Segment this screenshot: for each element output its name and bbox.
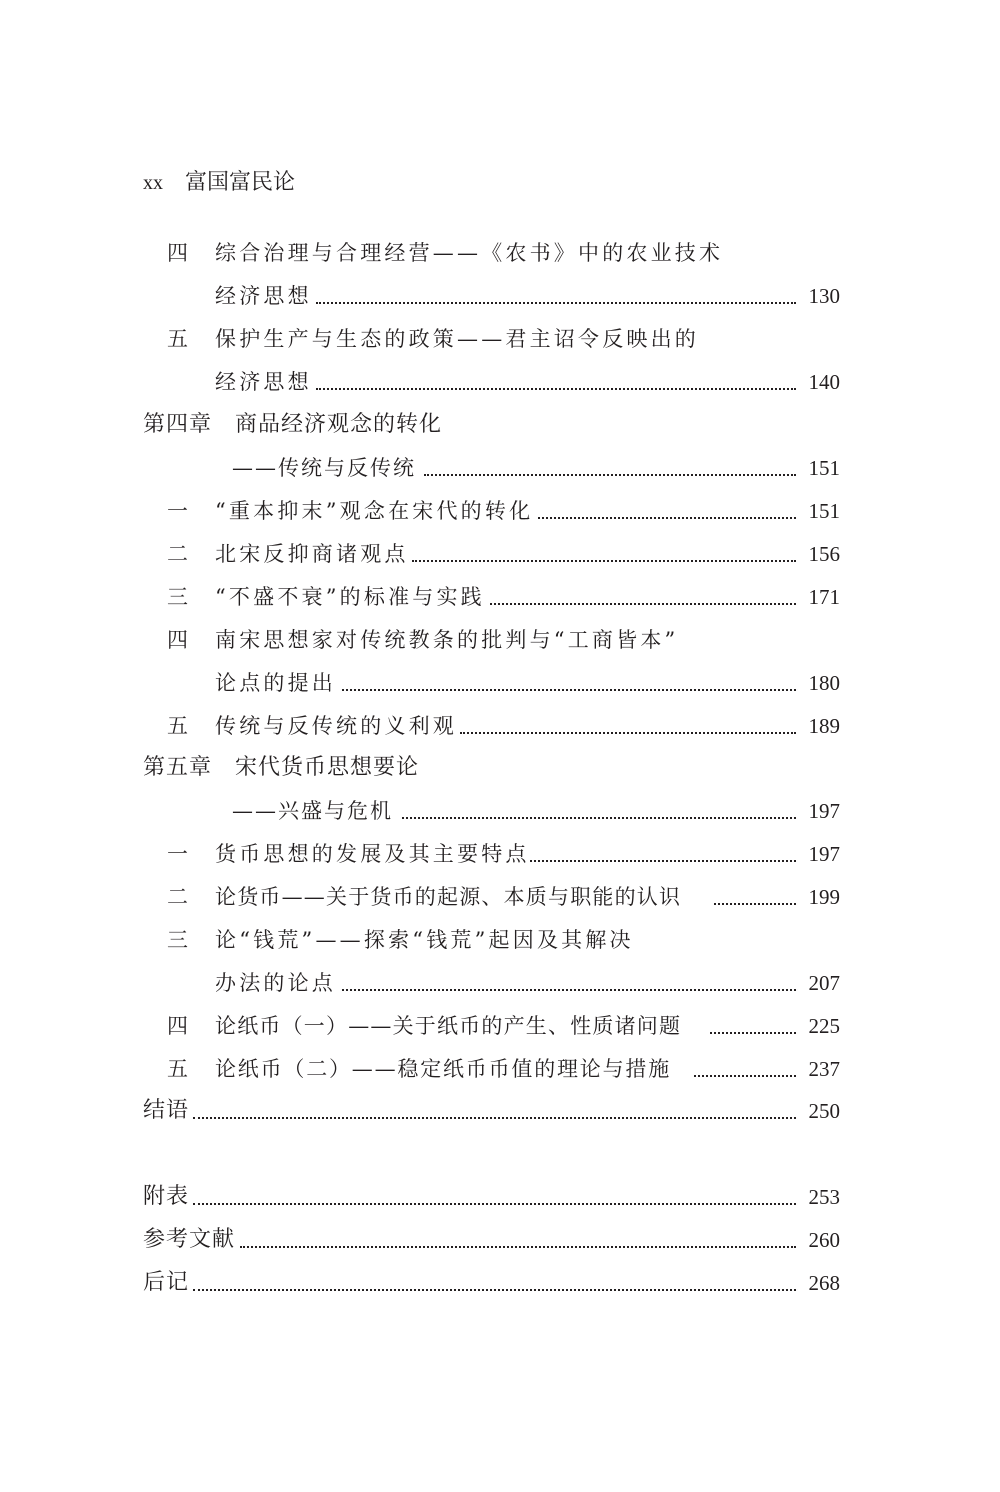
toc-entry[interactable] [0,493,1000,529]
page-number: 130 [808,284,840,308]
page-number: 197 [808,842,840,866]
chapter-subtitle: ——传统与反传统 [232,456,416,480]
page-folio: xx [143,172,163,194]
toc-entry[interactable] [0,1265,1000,1301]
dot-leader [316,302,796,304]
entry-title: 南宋思想家对传统教条的批判与“工商皆本” [215,628,679,652]
page-number: 189 [808,714,840,738]
toc-entry[interactable] [0,622,1000,658]
toc-entry[interactable] [0,450,1000,486]
toc-entry[interactable] [0,579,1000,615]
dot-leader [193,1203,796,1205]
toc-entry[interactable] [0,836,1000,872]
toc-entry[interactable] [0,321,1000,357]
dot-leader [424,474,796,476]
page-number: 140 [808,370,840,394]
page-number: 260 [808,1228,840,1252]
toc-entry[interactable] [0,235,1000,271]
section-number: 三 [167,585,188,609]
dot-leader [714,903,796,905]
toc-entry[interactable] [0,708,1000,744]
entry-title-continued: 经济思想 [215,370,312,394]
dot-leader [460,732,796,734]
entry-title: 后记 [143,1270,190,1295]
dot-leader [316,388,796,390]
entry-title: 参考文献 [143,1227,236,1252]
entry-title: 结语 [143,1098,190,1123]
toc-entry[interactable] [0,879,1000,915]
entry-title-continued: 论点的提出 [215,671,336,695]
book-title: 富国富民论 [185,170,296,195]
entry-title: 论纸币（一）——关于纸币的产生、性质诸问题 [215,1014,682,1038]
section-number: 四 [167,628,188,652]
toc-entry[interactable] [0,1179,1000,1215]
dot-leader [193,1117,796,1119]
dot-leader [530,860,796,862]
dot-leader [694,1075,796,1077]
dot-leader [538,517,796,519]
dot-leader [240,1246,796,1248]
toc-chapter[interactable] [0,750,1000,786]
entry-title: 保护生产与生态的政策——君主诏令反映出的 [215,327,699,351]
section-number: 四 [167,241,188,265]
entry-title: 论纸币（二）——稳定纸币币值的理论与措施 [215,1057,671,1081]
dot-leader [412,560,796,562]
toc-chapter[interactable] [0,407,1000,443]
page-number: 268 [808,1271,840,1295]
section-number: 五 [167,714,188,738]
toc-entry[interactable] [0,922,1000,958]
page-number: 253 [808,1185,840,1209]
entry-title: 论货币——关于货币的起源、本质与职能的认识 [215,885,682,909]
entry-title-continued: 办法的论点 [215,971,336,995]
chapter-label: 第四章 [143,412,213,437]
entry-title: 传统与反传统的义利观 [215,714,457,738]
toc-entry[interactable] [0,536,1000,572]
section-number: 五 [167,1057,188,1081]
page-number: 156 [808,542,840,566]
toc-entry[interactable] [0,1093,1000,1129]
entry-title: 论“钱荒”——探索“钱荒”起因及其解决 [215,928,634,952]
section-number: 二 [167,885,188,909]
toc-entry[interactable] [0,278,1000,314]
page-number: 151 [808,456,840,480]
page-number: 250 [808,1099,840,1123]
chapter-title: 宋代货币思想要论 [235,755,420,780]
entry-title: “不盛不衰”的标准与实践 [215,585,485,609]
page-number: 225 [808,1014,840,1038]
entry-title: 附表 [143,1184,190,1209]
page-number: 237 [808,1057,840,1081]
dot-leader [490,603,796,605]
dot-leader [402,817,796,819]
page-number: 171 [808,585,840,609]
page-number: 207 [808,971,840,995]
toc-entry[interactable] [0,1222,1000,1258]
entry-title: 北宋反抑商诸观点 [215,542,409,566]
section-number: 三 [167,928,188,952]
section-number: 五 [167,327,188,351]
toc-entry[interactable] [0,665,1000,701]
section-number: 二 [167,542,188,566]
page-number: 180 [808,671,840,695]
entry-title: 综合治理与合理经营——《农书》中的农业技术 [215,241,724,265]
chapter-subtitle: ——兴盛与危机 [232,799,393,823]
entry-title: 货币思想的发展及其主要特点 [215,842,530,866]
page-number: 197 [808,799,840,823]
page-number: 199 [808,885,840,909]
toc-entry[interactable] [0,364,1000,400]
section-number: 一 [167,842,188,866]
entry-title: “重本抑末”观念在宋代的转化 [215,499,534,523]
toc-entry[interactable] [0,965,1000,1001]
toc-entry[interactable] [0,1051,1000,1087]
dot-leader [710,1032,796,1034]
section-number: 一 [167,499,188,523]
entry-title-continued: 经济思想 [215,284,312,308]
toc-entry[interactable] [0,1008,1000,1044]
toc-entry[interactable] [0,793,1000,829]
dot-leader [342,989,796,991]
chapter-title: 商品经济观念的转化 [235,412,443,437]
dot-leader [342,689,796,691]
page-number: 151 [808,499,840,523]
chapter-label: 第五章 [143,755,213,780]
section-number: 四 [167,1014,188,1038]
dot-leader [193,1289,796,1291]
